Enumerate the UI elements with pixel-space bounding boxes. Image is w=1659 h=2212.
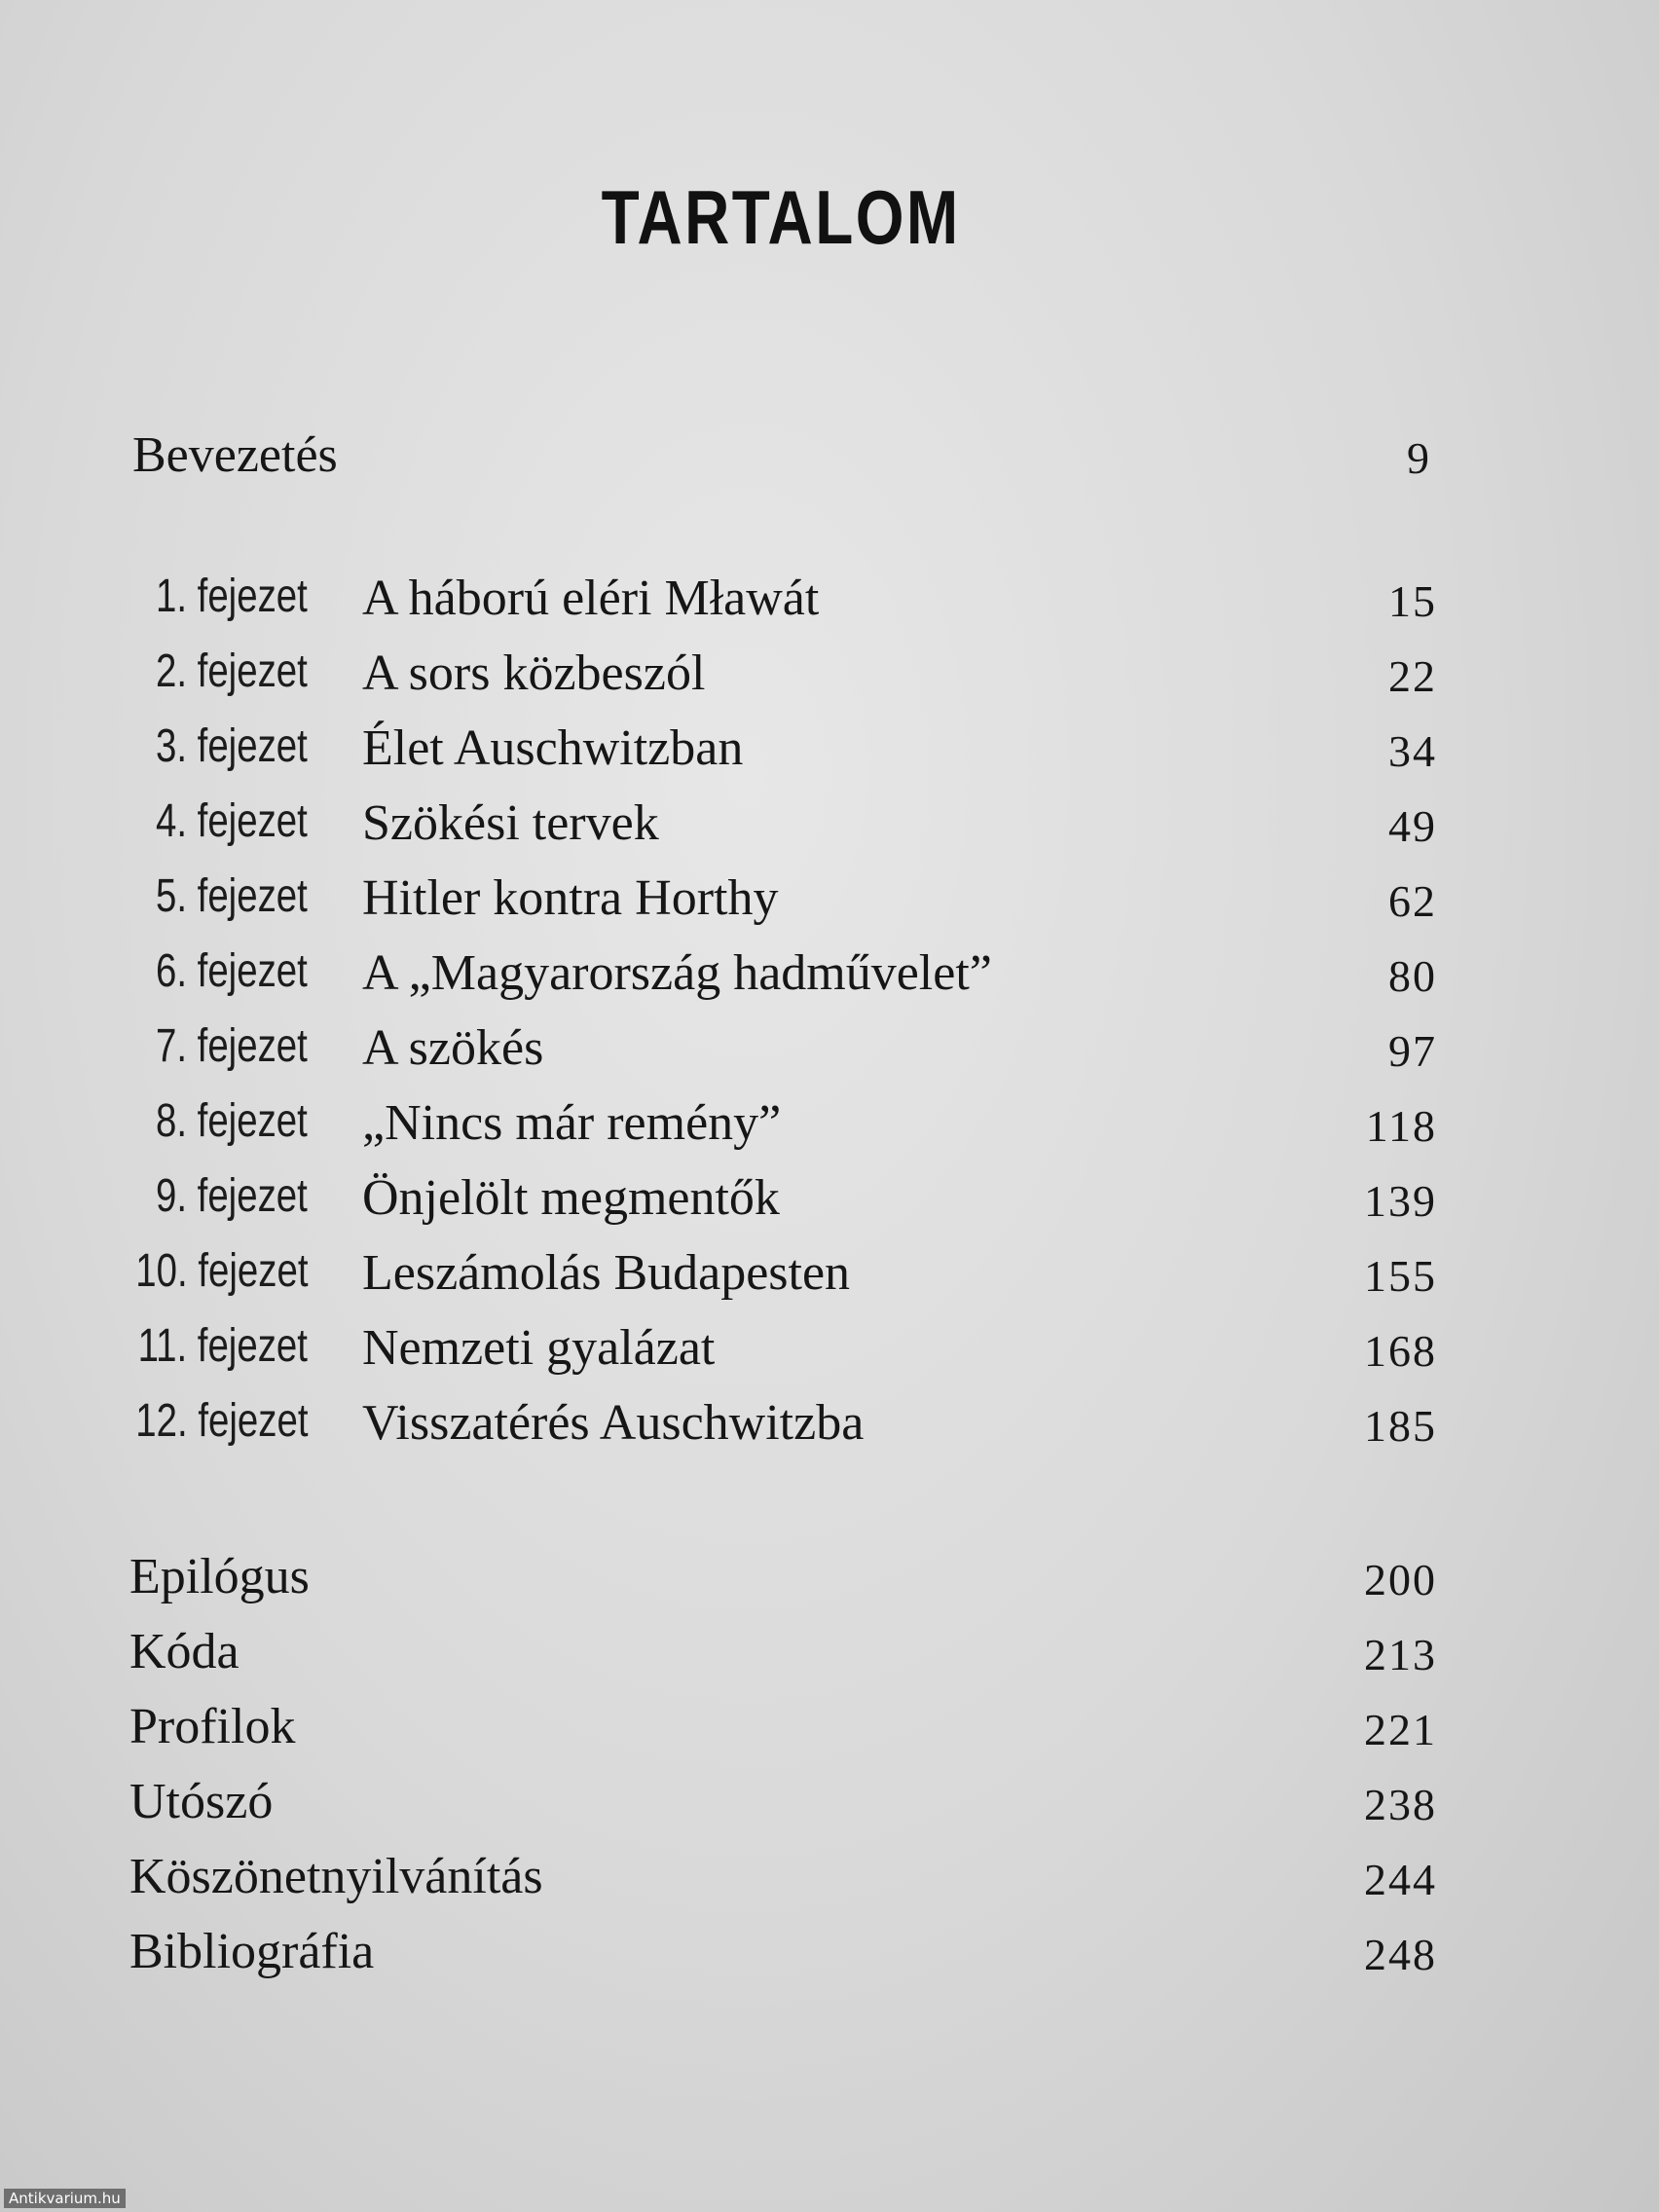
toc-chapter [0, 1169, 1659, 1237]
entry-label: Bibliográfia [129, 1924, 375, 1979]
entry-label: Köszönetnyilvánítás [129, 1849, 543, 1904]
chapter-page: 22 [1388, 651, 1437, 701]
chapter-title: A háború eléri Mławát [362, 571, 820, 626]
chapter-page: 34 [1388, 726, 1437, 776]
chapter-page: 185 [1364, 1401, 1437, 1451]
chapter-number: 7. fejezet [156, 1020, 308, 1072]
entry-page: 244 [1364, 1855, 1437, 1904]
chapter-number: 1. fejezet [156, 571, 308, 622]
entry-label: Bevezetés [132, 427, 338, 483]
toc-chapter [0, 645, 1659, 713]
chapter-number: 9. fejezet [156, 1170, 308, 1222]
toc-chapter [0, 944, 1659, 1013]
chapter-title: Szökési tervek [362, 795, 659, 851]
toc-entry-back-matter [0, 1848, 1659, 1916]
chapter-title: A sors közbeszól [362, 645, 706, 701]
entry-page: 221 [1364, 1705, 1437, 1754]
chapter-number: 6. fejezet [156, 945, 308, 997]
entry-page: 213 [1364, 1630, 1437, 1679]
toc-chapter [0, 1244, 1659, 1312]
toc-chapter [0, 570, 1659, 638]
toc-entry-back-matter [0, 1548, 1659, 1616]
chapter-title: Visszatérés Auschwitzba [362, 1395, 865, 1451]
toc-chapter [0, 1019, 1659, 1088]
entry-page: 200 [1364, 1555, 1437, 1604]
entry-label: Kóda [129, 1624, 240, 1679]
chapter-page: 155 [1364, 1251, 1437, 1301]
entry-page: 248 [1364, 1930, 1437, 1979]
chapter-number: 8. fejezet [156, 1095, 308, 1147]
chapter-title: Nemzeti gyalázat [362, 1320, 716, 1376]
chapter-page: 139 [1364, 1176, 1437, 1226]
watermark: Antikvarium.hu [4, 2189, 126, 2208]
entry-label: Utószó [129, 1774, 274, 1829]
chapter-page: 168 [1364, 1326, 1437, 1376]
chapter-number: 4. fejezet [156, 795, 308, 847]
chapter-page: 80 [1388, 951, 1437, 1001]
toc-chapter [0, 869, 1659, 938]
chapter-number: 11. fejezet [137, 1320, 308, 1372]
toc-entry-back-matter [0, 1773, 1659, 1841]
toc-entry-back-matter [0, 1698, 1659, 1766]
entry-page: 238 [1364, 1780, 1437, 1829]
chapter-page: 97 [1388, 1026, 1437, 1076]
chapter-title: Leszámolás Budapesten [362, 1245, 851, 1301]
toc-entry-intro [0, 426, 1659, 495]
toc-chapter [0, 719, 1659, 788]
chapter-page: 62 [1388, 876, 1437, 926]
chapter-number: 3. fejezet [156, 720, 308, 772]
chapter-title: A szökés [362, 1020, 544, 1076]
chapter-page: 49 [1388, 801, 1437, 851]
chapter-page: 118 [1365, 1101, 1437, 1151]
chapter-title: „Nincs már remény” [362, 1095, 782, 1151]
entry-label: Epilógus [129, 1549, 310, 1604]
toc-chapter [0, 1319, 1659, 1387]
chapter-title: Hitler kontra Horthy [362, 870, 779, 926]
toc-entry-back-matter [0, 1923, 1659, 1991]
chapter-title: Élet Auschwitzban [362, 720, 744, 776]
chapter-number: 12. fejezet [134, 1395, 308, 1447]
chapter-number: 10. fejezet [134, 1245, 308, 1297]
toc-chapter [0, 1394, 1659, 1462]
chapter-title: A „Magyarország hadművelet” [362, 945, 992, 1001]
chapter-title: Önjelölt megmentők [362, 1170, 780, 1226]
toc-chapter [0, 1094, 1659, 1162]
entry-page: 9 [1407, 433, 1431, 483]
chapter-page: 15 [1388, 576, 1437, 626]
toc-chapter [0, 794, 1659, 863]
toc-entry-back-matter [0, 1623, 1659, 1691]
chapter-number: 2. fejezet [156, 645, 308, 697]
page-title: TARTALOM [601, 174, 961, 260]
chapter-number: 5. fejezet [156, 870, 308, 922]
entry-label: Profilok [129, 1699, 296, 1754]
